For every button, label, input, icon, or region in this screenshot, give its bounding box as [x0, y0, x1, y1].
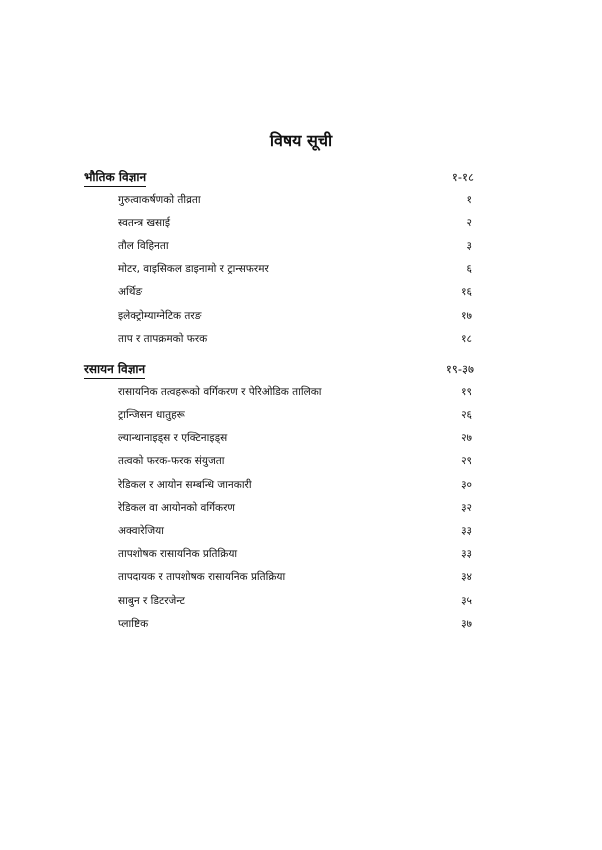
section-page-range: १-१८ — [451, 169, 474, 184]
toc-entry-title: अक्वारेजिया — [118, 525, 164, 538]
toc-entry — [84, 327, 476, 350]
toc-entry-page: २ — [466, 216, 472, 229]
toc-entry-title: साबुन र डिटरजेन्ट — [118, 594, 185, 607]
toc-entry-page: २७ — [461, 432, 472, 445]
toc-entry-page: १६ — [461, 286, 472, 299]
toc-entry — [84, 589, 476, 612]
toc-entry-page: १९ — [461, 385, 472, 398]
toc-entry — [84, 543, 476, 566]
toc-entry — [84, 566, 476, 589]
toc-section-chemistry — [84, 358, 476, 635]
section-page-range: १९-३७ — [445, 361, 474, 376]
toc-entry-page: ३२ — [461, 501, 472, 514]
toc-entry-title: गुरुत्वाकर्षणको तीव्रता — [118, 193, 201, 206]
toc-entry-page: ३४ — [461, 571, 472, 584]
toc-entry-title: ल्यान्थानाइड्स र एक्टिनाइड्स — [118, 432, 228, 445]
toc-entry — [84, 427, 476, 450]
toc-entry-page: २६ — [461, 409, 472, 422]
toc-entry-page: ३३ — [461, 525, 472, 538]
toc-entry-title: स्वतन्त्र खसाई — [118, 216, 171, 229]
toc-entry-page: ६ — [466, 263, 472, 276]
toc-entry-page: ३ — [466, 239, 472, 252]
toc-entry-title: रासायनिक तत्वहरूको वर्गिकरण र पेरिओडिक तालिका — [118, 385, 322, 398]
section-heading — [84, 358, 476, 380]
toc-entry-page: २९ — [461, 455, 472, 468]
toc-entry-title: तापदायक र तापशोषक रासायनिक प्रतिक्रिया — [118, 571, 286, 584]
toc-title: विषय सूची — [269, 131, 333, 150]
toc-entry-title: तापशोषक रासायनिक प्रतिक्रिया — [118, 548, 238, 561]
toc-entry-title: रेडिकल र आयोन सम्बन्धि जानकारी — [118, 478, 252, 491]
toc-entry-page: ३५ — [461, 594, 472, 607]
toc-entry — [84, 304, 476, 327]
toc-entry — [84, 211, 476, 234]
toc-entry-title: अर्थिङ — [118, 286, 143, 299]
toc-entry — [84, 404, 476, 427]
toc-entry-page: ३३ — [461, 548, 472, 561]
toc-entry-title: इलेक्ट्रोम्याग्नेटिक तरङ — [118, 309, 202, 322]
toc-entry-page: ३० — [461, 478, 472, 491]
toc-entry-page: १ — [466, 193, 472, 206]
toc-entry — [84, 380, 476, 403]
table-of-contents — [84, 166, 476, 635]
section-title: रसायन विज्ञान — [84, 360, 145, 379]
toc-entry — [84, 519, 476, 542]
section-heading — [84, 166, 476, 188]
toc-entry-page: १८ — [461, 332, 472, 345]
toc-entry-title: प्लाष्टिक — [118, 617, 149, 630]
toc-entry-page: ३७ — [461, 617, 472, 630]
toc-entry — [84, 473, 476, 496]
toc-entry — [84, 496, 476, 519]
toc-entry — [84, 450, 476, 473]
toc-entry-title: ट्रान्जिसन धातुहरू — [118, 409, 185, 422]
toc-entry-title: तौल विहिनता — [118, 239, 169, 252]
toc-section-physics — [84, 166, 476, 350]
toc-entry — [84, 188, 476, 211]
toc-entry — [84, 612, 476, 635]
toc-entry-title: ताप र तापक्रमको फरक — [118, 332, 208, 345]
section-title: भौतिक विज्ञान — [84, 168, 146, 187]
toc-entry — [84, 281, 476, 304]
toc-entry-title: तत्वको फरक-फरक संयुजता — [118, 455, 225, 468]
toc-entry-title: रेडिकल वा आयोनको वर्गिकरण — [118, 501, 235, 514]
toc-entry-page: १७ — [461, 309, 472, 322]
toc-entry — [84, 258, 476, 281]
toc-entry-title: मोटर, वाइसिकल डाइनामो र ट्रान्सफरमर — [118, 263, 269, 276]
toc-entry — [84, 234, 476, 257]
